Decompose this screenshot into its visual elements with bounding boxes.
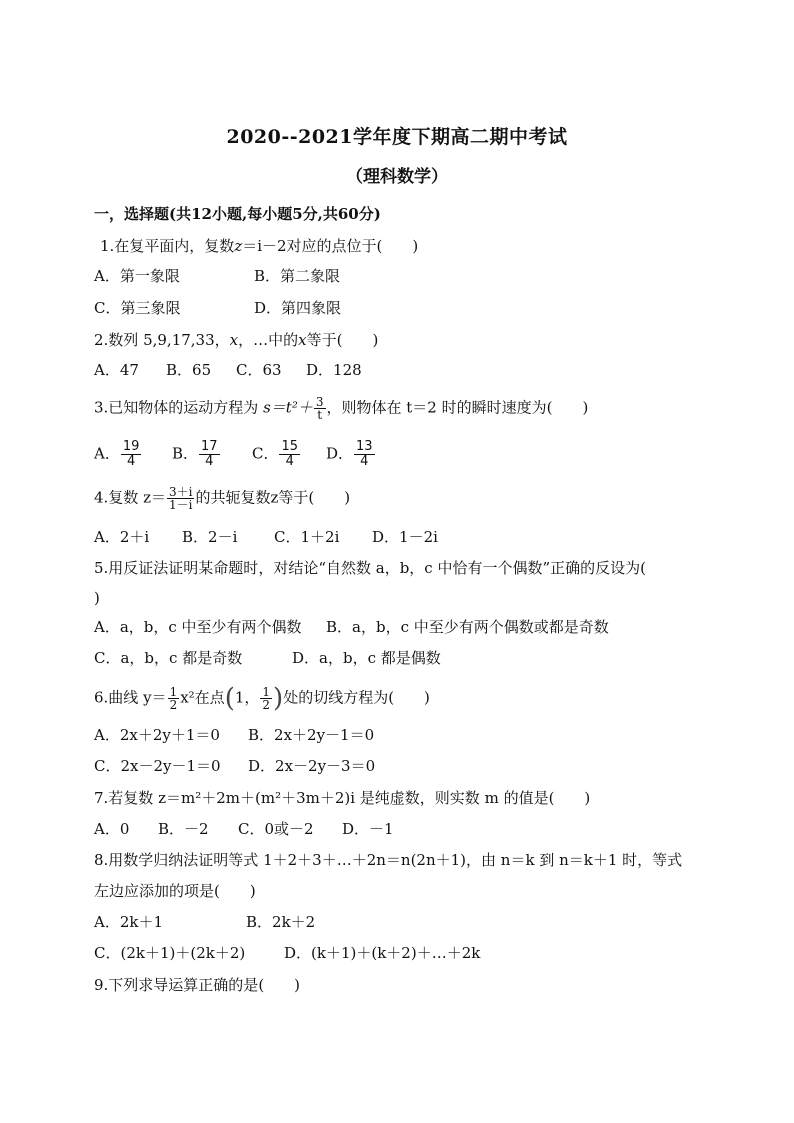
option-d: D．第四象限 [254,299,342,317]
question-1-options-row2 [94,298,341,318]
question-8-options-row1 [94,912,315,932]
option-c: C．(2k＋1)＋(2k＋2) [94,944,246,962]
option-d: D．(k＋1)＋(k＋2)＋…＋2k [284,944,481,962]
question-2-options [94,360,362,380]
option-c: C．2x－2y－1＝0 [94,757,221,775]
option-a: A．a，b，c 中至少有两个偶数 [94,618,302,636]
question-6-options-row2 [94,756,375,776]
question-5-options-row1 [94,617,609,637]
option-b: B．－2 [158,820,209,838]
question-6-options-row1 [94,725,374,745]
option-b: B．2－i [182,528,238,546]
option-b: B．65 [166,361,212,379]
option-c: C． $\frac{15}{4}$ [252,439,299,469]
fraction: $\frac{3+i}{1-i}$ [168,485,193,512]
question-8-options-row2 [94,943,480,963]
option-b: B． $\frac{17}{4}$ [172,439,218,469]
option-c: C．63 [236,361,282,379]
question-8-stem: 8.用数学归纳法证明等式 1＋2＋3＋…＋2n＝n(2n＋1)，由 n＝k 到 n＝k＋1 时，等式 [94,851,683,869]
fraction: $\frac{1}{2}$ [169,685,178,712]
option-a: A．2x＋2y＋1＝0 [94,726,220,744]
question-3-options [94,440,376,469]
option-b: B．a，b，c 中至少有两个偶数或都是奇数 [326,618,609,636]
question-9-stem: 9.下列求导运算正确的是( ) [94,976,301,994]
option-a: A．47 [94,361,139,379]
question-5-stem: 5.用反证法证明某命题时，对结论“自然数 a，b，c 中恰有一个偶数”正确的反设为( [94,559,646,577]
question-5-stem-cont: ) [94,589,100,607]
option-a: A． $\frac{19}{4}$ [94,439,140,469]
fraction: $\frac{3}{t}$ [315,395,324,422]
question-4-options [94,527,438,547]
question-4-stem: 4.复数 z＝ $\frac{3+i}{1-i}$ 的共轭复数z等于( ) [94,485,351,512]
page-subtitle: （理科数学） [346,167,448,187]
option-a: A．第一象限 [94,267,180,285]
option-c: C．a，b，c 都是奇数 [94,649,243,667]
option-b: B．2k＋2 [246,913,316,931]
option-d: D．128 [306,361,362,379]
question-5-options-row2 [94,648,441,668]
option-c: C．1＋2i [274,528,340,546]
option-c: C．第三象限 [94,299,181,317]
option-d: D． $\frac{13}{4}$ [326,439,373,469]
option-a: A．2＋i [94,528,150,546]
page-title: 2020--2021学年度下期高二期中考试 [226,126,568,148]
question-6-stem: 6.曲线 y＝ $\frac{1}{2}$ x²在点(1， $\frac{1}{2}$ )处的切线方程为( ) [94,683,430,714]
option-d: D．1－2i [372,528,438,546]
option-d: D．－1 [342,820,394,838]
option-d: D．a，b，c 都是偶数 [292,649,441,667]
option-c: C．0或－2 [238,820,314,838]
option-b: B．第二象限 [254,267,341,285]
question-7-options [94,819,394,839]
question-3-stem: 3.已知物体的运动方程为 s＝t²＋ $\frac{3}{t}$ ，则物体在 t＝2 时的瞬时速度为( ) [94,395,589,422]
question-7-stem: 7.若复数 z＝m²＋2m＋(m²＋3m＋2)i 是纯虚数，则实数 m 的值是( ) [94,789,591,807]
question-2-stem: 2.数列 5,9,17,33，x，…中的x等于( ) [94,331,379,349]
option-a: A．0 [94,820,130,838]
question-1-stem: 1.在复平面内，复数z＝i－2对应的点位于( ) [100,237,419,255]
option-b: B．2x＋2y－1＝0 [248,726,375,744]
option-a: A．2k＋1 [94,913,164,931]
section-heading: 一，选择题(共12小题,每小题5分,共60分) [94,205,381,223]
question-1-options-row1 [94,266,340,286]
question-8-stem-cont: 左边应添加的项是( ) [94,882,256,900]
option-d: D．2x－2y－3＝0 [248,757,376,775]
